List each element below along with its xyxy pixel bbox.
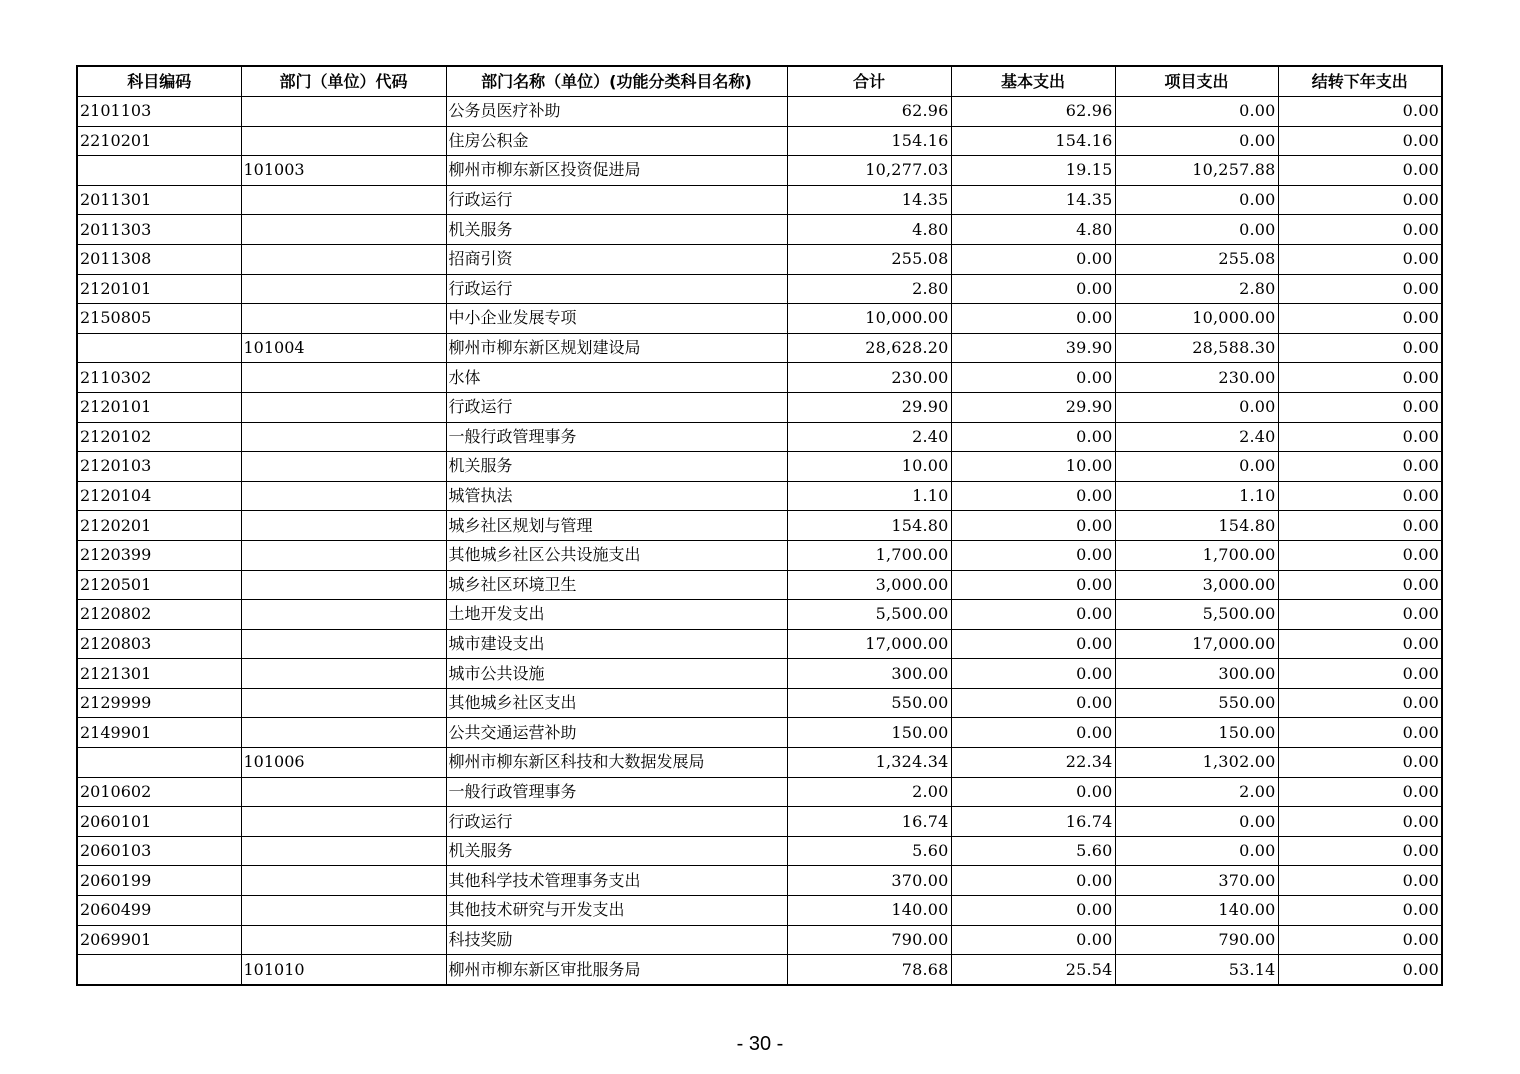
- subject-code-cell: 2060103: [77, 836, 241, 866]
- table-row: [77, 629, 1442, 659]
- dept-name-cell: 机关服务: [446, 836, 787, 866]
- total-cell: 140.00: [787, 896, 951, 926]
- carryover-expense-cell: 0.00: [1278, 570, 1442, 600]
- table-row: [77, 481, 1442, 511]
- dept-name-cell: 柳州市柳东新区投资促进局: [446, 156, 787, 186]
- dept-name-cell: 公共交通运营补助: [446, 718, 787, 748]
- subject-code-cell: 2060499: [77, 896, 241, 926]
- dept-name-cell: 柳州市柳东新区审批服务局: [446, 955, 787, 985]
- table-row: [77, 511, 1442, 541]
- carryover-expense-cell: 0.00: [1278, 156, 1442, 186]
- carryover-expense-cell: 0.00: [1278, 836, 1442, 866]
- subject-code-cell: 2120399: [77, 540, 241, 570]
- carryover-expense-cell: 0.00: [1278, 600, 1442, 630]
- subject-code-cell: 2101103: [77, 97, 241, 127]
- carryover-expense-cell: 0.00: [1278, 955, 1442, 985]
- carryover-expense-cell: 0.00: [1278, 718, 1442, 748]
- basic-expense-cell: 16.74: [951, 807, 1115, 837]
- dept-code-cell: [241, 866, 446, 896]
- total-cell: 10,000.00: [787, 304, 951, 334]
- subject-code-cell: 2110302: [77, 363, 241, 393]
- carryover-expense-cell: 0.00: [1278, 481, 1442, 511]
- subject-code-cell: 2120101: [77, 274, 241, 304]
- carryover-expense-cell: 0.00: [1278, 540, 1442, 570]
- carryover-expense-cell: 0.00: [1278, 422, 1442, 452]
- total-cell: 10.00: [787, 452, 951, 482]
- dept-name-cell: 柳州市柳东新区科技和大数据发展局: [446, 748, 787, 778]
- table-row: [77, 126, 1442, 156]
- total-cell: 1,324.34: [787, 748, 951, 778]
- basic-expense-cell: 0.00: [951, 600, 1115, 630]
- table-row: [77, 748, 1442, 778]
- subject-code-cell: 2120103: [77, 452, 241, 482]
- table-row: [77, 274, 1442, 304]
- dept-code-cell: [241, 570, 446, 600]
- project-expense-cell: 10,000.00: [1115, 304, 1278, 334]
- dept-name-cell: 城乡社区环境卫生: [446, 570, 787, 600]
- carryover-expense-cell: 0.00: [1278, 866, 1442, 896]
- basic-expense-cell: 0.00: [951, 925, 1115, 955]
- carryover-expense-cell: 0.00: [1278, 126, 1442, 156]
- basic-expense-cell: 4.80: [951, 215, 1115, 245]
- project-expense-cell: 0.00: [1115, 392, 1278, 422]
- basic-expense-cell: 154.16: [951, 126, 1115, 156]
- basic-expense-cell: 0.00: [951, 629, 1115, 659]
- table-row: [77, 452, 1442, 482]
- dept-code-cell: [241, 511, 446, 541]
- carryover-expense-cell: 0.00: [1278, 896, 1442, 926]
- project-expense-cell: 790.00: [1115, 925, 1278, 955]
- table-row: [77, 866, 1442, 896]
- carryover-expense-cell: 0.00: [1278, 748, 1442, 778]
- table-row: [77, 333, 1442, 363]
- basic-expense-cell: 0.00: [951, 570, 1115, 600]
- total-cell: 5,500.00: [787, 600, 951, 630]
- table-header-row: [77, 66, 1442, 97]
- basic-expense-cell: 19.15: [951, 156, 1115, 186]
- dept-code-cell: [241, 244, 446, 274]
- total-cell: 154.80: [787, 511, 951, 541]
- dept-code-cell: [241, 481, 446, 511]
- page-number: - 30 -: [736, 1033, 784, 1055]
- dept-code-cell: [241, 304, 446, 334]
- header-project-expense: 项目支出: [1115, 66, 1278, 97]
- dept-code-cell: 101010: [241, 955, 446, 985]
- carryover-expense-cell: 0.00: [1278, 333, 1442, 363]
- total-cell: 255.08: [787, 244, 951, 274]
- carryover-expense-cell: 0.00: [1278, 97, 1442, 127]
- project-expense-cell: 28,588.30: [1115, 333, 1278, 363]
- dept-code-cell: [241, 97, 446, 127]
- table-body: [77, 97, 1442, 985]
- dept-code-cell: [241, 629, 446, 659]
- dept-name-cell: 住房公积金: [446, 126, 787, 156]
- dept-name-cell: 行政运行: [446, 807, 787, 837]
- carryover-expense-cell: 0.00: [1278, 215, 1442, 245]
- carryover-expense-cell: 0.00: [1278, 629, 1442, 659]
- dept-name-cell: 机关服务: [446, 215, 787, 245]
- dept-code-cell: [241, 777, 446, 807]
- project-expense-cell: 1,700.00: [1115, 540, 1278, 570]
- total-cell: 5.60: [787, 836, 951, 866]
- subject-code-cell: 2120104: [77, 481, 241, 511]
- project-expense-cell: 3,000.00: [1115, 570, 1278, 600]
- project-expense-cell: 150.00: [1115, 718, 1278, 748]
- basic-expense-cell: 0.00: [951, 718, 1115, 748]
- dept-name-cell: 行政运行: [446, 274, 787, 304]
- total-cell: 3,000.00: [787, 570, 951, 600]
- basic-expense-cell: 0.00: [951, 688, 1115, 718]
- carryover-expense-cell: 0.00: [1278, 925, 1442, 955]
- project-expense-cell: 17,000.00: [1115, 629, 1278, 659]
- project-expense-cell: 53.14: [1115, 955, 1278, 985]
- dept-code-cell: 101004: [241, 333, 446, 363]
- table-row: [77, 896, 1442, 926]
- carryover-expense-cell: 0.00: [1278, 392, 1442, 422]
- subject-code-cell: 2011303: [77, 215, 241, 245]
- basic-expense-cell: 0.00: [951, 866, 1115, 896]
- dept-code-cell: [241, 659, 446, 689]
- dept-name-cell: 一般行政管理事务: [446, 422, 787, 452]
- total-cell: 154.16: [787, 126, 951, 156]
- table-row: [77, 570, 1442, 600]
- dept-code-cell: [241, 274, 446, 304]
- carryover-expense-cell: 0.00: [1278, 274, 1442, 304]
- carryover-expense-cell: 0.00: [1278, 452, 1442, 482]
- project-expense-cell: 300.00: [1115, 659, 1278, 689]
- basic-expense-cell: 0.00: [951, 244, 1115, 274]
- subject-code-cell: [77, 333, 241, 363]
- subject-code-cell: 2150805: [77, 304, 241, 334]
- dept-name-cell: 城管执法: [446, 481, 787, 511]
- project-expense-cell: 0.00: [1115, 185, 1278, 215]
- dept-code-cell: 101006: [241, 748, 446, 778]
- header-dept-code: 部门（单位）代码: [241, 66, 446, 97]
- basic-expense-cell: 0.00: [951, 540, 1115, 570]
- total-cell: 1,700.00: [787, 540, 951, 570]
- dept-name-cell: 城乡社区规划与管理: [446, 511, 787, 541]
- basic-expense-cell: 22.34: [951, 748, 1115, 778]
- total-cell: 29.90: [787, 392, 951, 422]
- dept-code-cell: [241, 215, 446, 245]
- dept-name-cell: 其他城乡社区公共设施支出: [446, 540, 787, 570]
- table-row: [77, 156, 1442, 186]
- carryover-expense-cell: 0.00: [1278, 688, 1442, 718]
- total-cell: 62.96: [787, 97, 951, 127]
- dept-code-cell: [241, 540, 446, 570]
- table-row: [77, 97, 1442, 127]
- basic-expense-cell: 14.35: [951, 185, 1115, 215]
- header-basic-expense: 基本支出: [951, 66, 1115, 97]
- basic-expense-cell: 25.54: [951, 955, 1115, 985]
- header-carryover-expense: 结转下年支出: [1278, 66, 1442, 97]
- project-expense-cell: 0.00: [1115, 126, 1278, 156]
- table-row: [77, 244, 1442, 274]
- project-expense-cell: 0.00: [1115, 836, 1278, 866]
- basic-expense-cell: 62.96: [951, 97, 1115, 127]
- subject-code-cell: 2121301: [77, 659, 241, 689]
- dept-code-cell: [241, 363, 446, 393]
- basic-expense-cell: 0.00: [951, 481, 1115, 511]
- project-expense-cell: 2.40: [1115, 422, 1278, 452]
- header-total: 合计: [787, 66, 951, 97]
- dept-name-cell: 机关服务: [446, 452, 787, 482]
- total-cell: 2.00: [787, 777, 951, 807]
- carryover-expense-cell: 0.00: [1278, 511, 1442, 541]
- dept-name-cell: 科技奖励: [446, 925, 787, 955]
- table-row: [77, 215, 1442, 245]
- project-expense-cell: 1,302.00: [1115, 748, 1278, 778]
- budget-table: [76, 65, 1443, 986]
- dept-code-cell: 101003: [241, 156, 446, 186]
- dept-code-cell: [241, 836, 446, 866]
- subject-code-cell: 2120101: [77, 392, 241, 422]
- subject-code-cell: [77, 156, 241, 186]
- subject-code-cell: 2010602: [77, 777, 241, 807]
- project-expense-cell: 2.00: [1115, 777, 1278, 807]
- basic-expense-cell: 0.00: [951, 511, 1115, 541]
- table-row: [77, 659, 1442, 689]
- basic-expense-cell: 10.00: [951, 452, 1115, 482]
- subject-code-cell: 2011301: [77, 185, 241, 215]
- carryover-expense-cell: 0.00: [1278, 304, 1442, 334]
- dept-name-cell: 行政运行: [446, 392, 787, 422]
- basic-expense-cell: 0.00: [951, 304, 1115, 334]
- dept-code-cell: [241, 807, 446, 837]
- dept-code-cell: [241, 185, 446, 215]
- dept-name-cell: 公务员医疗补助: [446, 97, 787, 127]
- dept-code-cell: [241, 452, 446, 482]
- header-dept-name: 部门名称（单位）(功能分类科目名称): [446, 66, 787, 97]
- total-cell: 17,000.00: [787, 629, 951, 659]
- basic-expense-cell: 0.00: [951, 659, 1115, 689]
- total-cell: 150.00: [787, 718, 951, 748]
- subject-code-cell: 2129999: [77, 688, 241, 718]
- total-cell: 2.40: [787, 422, 951, 452]
- subject-code-cell: 2011308: [77, 244, 241, 274]
- project-expense-cell: 0.00: [1115, 97, 1278, 127]
- project-expense-cell: 230.00: [1115, 363, 1278, 393]
- subject-code-cell: 2060101: [77, 807, 241, 837]
- project-expense-cell: 255.08: [1115, 244, 1278, 274]
- carryover-expense-cell: 0.00: [1278, 777, 1442, 807]
- project-expense-cell: 0.00: [1115, 807, 1278, 837]
- dept-name-cell: 城市公共设施: [446, 659, 787, 689]
- project-expense-cell: 550.00: [1115, 688, 1278, 718]
- subject-code-cell: 2120201: [77, 511, 241, 541]
- dept-name-cell: 其他科学技术管理事务支出: [446, 866, 787, 896]
- subject-code-cell: 2060199: [77, 866, 241, 896]
- total-cell: 300.00: [787, 659, 951, 689]
- table-row: [77, 925, 1442, 955]
- basic-expense-cell: 0.00: [951, 422, 1115, 452]
- basic-expense-cell: 0.00: [951, 363, 1115, 393]
- header-subject-code: 科目编码: [77, 66, 241, 97]
- table-row: [77, 422, 1442, 452]
- project-expense-cell: 0.00: [1115, 452, 1278, 482]
- dept-code-cell: [241, 126, 446, 156]
- basic-expense-cell: 0.00: [951, 274, 1115, 304]
- total-cell: 28,628.20: [787, 333, 951, 363]
- dept-name-cell: 城市建设支出: [446, 629, 787, 659]
- total-cell: 14.35: [787, 185, 951, 215]
- total-cell: 1.10: [787, 481, 951, 511]
- total-cell: 16.74: [787, 807, 951, 837]
- carryover-expense-cell: 0.00: [1278, 244, 1442, 274]
- basic-expense-cell: 29.90: [951, 392, 1115, 422]
- table-row: [77, 392, 1442, 422]
- dept-name-cell: 一般行政管理事务: [446, 777, 787, 807]
- project-expense-cell: 140.00: [1115, 896, 1278, 926]
- table-row: [77, 363, 1442, 393]
- basic-expense-cell: 39.90: [951, 333, 1115, 363]
- dept-name-cell: 其他技术研究与开发支出: [446, 896, 787, 926]
- basic-expense-cell: 5.60: [951, 836, 1115, 866]
- project-expense-cell: 0.00: [1115, 215, 1278, 245]
- table-row: [77, 807, 1442, 837]
- subject-code-cell: 2120102: [77, 422, 241, 452]
- carryover-expense-cell: 0.00: [1278, 185, 1442, 215]
- basic-expense-cell: 0.00: [951, 777, 1115, 807]
- project-expense-cell: 370.00: [1115, 866, 1278, 896]
- total-cell: 10,277.03: [787, 156, 951, 186]
- total-cell: 78.68: [787, 955, 951, 985]
- dept-name-cell: 行政运行: [446, 185, 787, 215]
- project-expense-cell: 2.80: [1115, 274, 1278, 304]
- carryover-expense-cell: 0.00: [1278, 363, 1442, 393]
- dept-code-cell: [241, 392, 446, 422]
- project-expense-cell: 1.10: [1115, 481, 1278, 511]
- subject-code-cell: 2149901: [77, 718, 241, 748]
- dept-name-cell: 其他城乡社区支出: [446, 688, 787, 718]
- table-row: [77, 777, 1442, 807]
- project-expense-cell: 154.80: [1115, 511, 1278, 541]
- dept-code-cell: [241, 600, 446, 630]
- total-cell: 230.00: [787, 363, 951, 393]
- table-row: [77, 185, 1442, 215]
- subject-code-cell: 2120501: [77, 570, 241, 600]
- table-row: [77, 600, 1442, 630]
- total-cell: 790.00: [787, 925, 951, 955]
- dept-code-cell: [241, 688, 446, 718]
- carryover-expense-cell: 0.00: [1278, 807, 1442, 837]
- subject-code-cell: 2210201: [77, 126, 241, 156]
- total-cell: 4.80: [787, 215, 951, 245]
- subject-code-cell: 2120802: [77, 600, 241, 630]
- dept-name-cell: 柳州市柳东新区规划建设局: [446, 333, 787, 363]
- dept-code-cell: [241, 896, 446, 926]
- dept-code-cell: [241, 925, 446, 955]
- subject-code-cell: [77, 748, 241, 778]
- carryover-expense-cell: 0.00: [1278, 659, 1442, 689]
- table-row: [77, 836, 1442, 866]
- subject-code-cell: 2069901: [77, 925, 241, 955]
- subject-code-cell: 2120803: [77, 629, 241, 659]
- basic-expense-cell: 0.00: [951, 896, 1115, 926]
- table-row: [77, 688, 1442, 718]
- table-row: [77, 718, 1442, 748]
- total-cell: 370.00: [787, 866, 951, 896]
- table-row: [77, 540, 1442, 570]
- table-row: [77, 304, 1442, 334]
- total-cell: 550.00: [787, 688, 951, 718]
- dept-name-cell: 土地开发支出: [446, 600, 787, 630]
- dept-name-cell: 水体: [446, 363, 787, 393]
- dept-code-cell: [241, 422, 446, 452]
- dept-code-cell: [241, 718, 446, 748]
- total-cell: 2.80: [787, 274, 951, 304]
- project-expense-cell: 5,500.00: [1115, 600, 1278, 630]
- subject-code-cell: [77, 955, 241, 985]
- project-expense-cell: 10,257.88: [1115, 156, 1278, 186]
- dept-name-cell: 招商引资: [446, 244, 787, 274]
- dept-name-cell: 中小企业发展专项: [446, 304, 787, 334]
- table-row: [77, 955, 1442, 985]
